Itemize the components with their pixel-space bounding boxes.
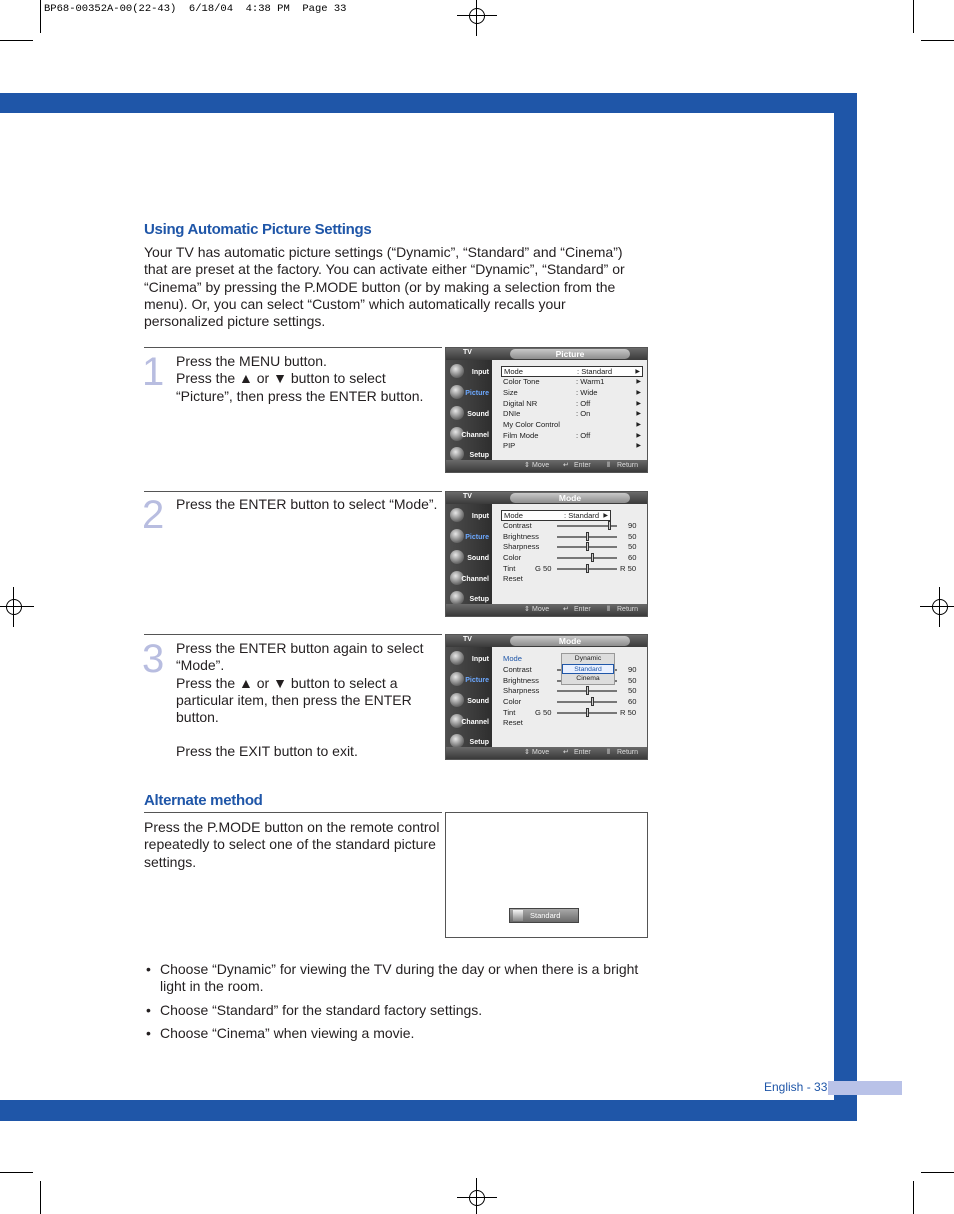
setup-icon	[450, 734, 464, 748]
arrow-right-icon: ▶	[636, 390, 641, 396]
menu-row: Color Tone : Warm1 ▶	[503, 377, 641, 386]
setup-icon	[450, 447, 464, 461]
enter-icon: ↵	[563, 462, 569, 469]
picture-icon	[513, 910, 523, 921]
arrow-right-icon: ▶	[636, 433, 641, 439]
arrow-right-icon: ▶	[636, 443, 641, 449]
screen-help-bar: ⇕ Move ↵ Enter ⫴ Return	[446, 460, 647, 472]
mode-option-cinema: Cinema	[576, 675, 600, 682]
slider-row: Contrast 90	[503, 521, 637, 530]
step-number: 3	[142, 637, 165, 681]
menu-row: Digital NR : Off ▶	[503, 399, 641, 408]
slider-knob	[586, 532, 589, 541]
arrow-right-icon: ▶	[636, 379, 641, 385]
screen-title: Mode	[510, 636, 630, 646]
return-icon: ⫴	[607, 749, 610, 756]
side-item-setup: Setup	[446, 732, 492, 752]
intro-paragraph: Your TV has automatic picture settings (“Dynamic”, “Standard” and “Cinema”) that are preset at the factory. You can activate either “Dynamic”, “Standard” or “Cinema” by pressing the P.MODE button (or by making a selection from the menu). Or, you can select “Custom” which automatically recalls your personalized picture settings.	[144, 244, 625, 330]
slider-knob	[586, 542, 589, 551]
move-icon: ⇕	[524, 606, 530, 613]
slider-row: Brightness 50	[503, 532, 637, 541]
crop-mark	[0, 1172, 33, 1173]
section-divider	[144, 812, 442, 813]
crop-mark	[40, 1181, 41, 1214]
list-item: • Choose “Cinema” when viewing a movie.	[144, 1025, 644, 1042]
slider-row: Brightness 50	[503, 676, 637, 685]
return-icon: ⫴	[607, 606, 610, 613]
list-item: • Choose “Standard” for the standard factory settings.	[144, 1002, 644, 1019]
sound-icon	[450, 693, 464, 707]
picture-icon	[450, 529, 464, 543]
registration-mark-icon	[457, 0, 497, 36]
menu-row-mode: Mode : Standard ▶	[501, 366, 643, 377]
setup-icon	[450, 591, 464, 605]
menu-row-reset: Reset	[503, 574, 523, 583]
section-heading: Using Automatic Picture Settings	[144, 221, 372, 238]
page-frame-bottom	[0, 1100, 857, 1121]
screen-help-bar: ⇕ Move ↵ Enter ⫴ Return	[446, 604, 647, 616]
side-item-setup: Setup	[446, 445, 492, 465]
mode-dropdown	[561, 653, 615, 685]
side-item-picture: Picture	[446, 670, 492, 690]
crop-mark	[921, 1172, 954, 1173]
step-1-text: Press the MENU button. Press the ▲ or ▼ button to select “Picture”, then press the ENTER button.	[176, 353, 424, 404]
screen-title: Mode	[510, 493, 630, 503]
arrow-right-icon: ▶	[636, 401, 641, 407]
side-menu	[446, 504, 492, 606]
arrow-right-icon: ▶	[635, 369, 640, 375]
enter-icon: ↵	[563, 749, 569, 756]
arrow-right-icon: ▶	[603, 513, 608, 519]
step-divider	[144, 347, 442, 348]
slider-row: Sharpness 50	[503, 686, 637, 695]
crop-mark	[0, 40, 33, 41]
screen-help-bar: ⇕ Move ↵ Enter ⫴ Return	[446, 747, 647, 759]
input-icon	[450, 508, 464, 522]
page-number: English - 33	[764, 1080, 828, 1094]
list-item: • Choose “Dynamic” for viewing the TV during the day or when there is a bright light in the room.	[144, 961, 644, 996]
slider-row: Contrast 90	[503, 665, 637, 674]
input-icon	[450, 364, 464, 378]
mode-option-standard: Standard	[562, 664, 614, 674]
crop-mark	[40, 0, 41, 33]
side-item-channel: Channel	[446, 569, 492, 589]
arrow-right-icon: ▶	[636, 422, 641, 428]
slider-row: Color 60	[503, 553, 637, 562]
tv-screen-picture-menu: TV Picture Input Picture Sound Channel Setup Mode : Standard ▶ Color Tone : Warm1 ▶ Size : Wide ▶ Digital NR : Off ▶ DNIe : On ▶ My Color Control ▶ Film Mode : Off ▶ PIP ▶ ⇕ Move ↵ Enter ⫴ Return	[445, 347, 648, 473]
slider-knob	[608, 521, 611, 530]
menu-row: Film Mode : Off ▶	[503, 431, 641, 440]
print-header: BP68-00352A-00(22-43) 6/18/04 4:38 PM Page 33	[44, 3, 347, 15]
side-menu	[446, 360, 492, 462]
crop-mark	[921, 40, 954, 41]
page-frame-top	[0, 93, 857, 113]
tv-screen-mode-menu: TV Mode Input Picture Sound Channel Setup Mode : Standard ▶ Contrast 90 Brightness 50 Sharpness 50 Color 60 Tint G 50 R 50 Reset ⇕ Move ↵ Enter ⫴ Return	[445, 491, 648, 617]
side-item-picture: Picture	[446, 383, 492, 403]
menu-row-mode: Mode	[503, 654, 522, 663]
menu-row: Size : Wide ▶	[503, 388, 641, 397]
slider-row: Tint G 50 R 50	[503, 708, 637, 717]
tips-list	[144, 961, 644, 1048]
sound-icon	[450, 550, 464, 564]
menu-row: PIP ▶	[503, 441, 641, 450]
slider-knob	[586, 564, 589, 573]
side-item-sound: Sound	[446, 691, 492, 711]
side-item-channel: Channel	[446, 425, 492, 445]
tv-screen-pmode	[445, 812, 648, 938]
side-menu	[446, 647, 492, 749]
slider-knob	[586, 708, 589, 717]
slider-row: Sharpness 50	[503, 542, 637, 551]
slider-row: Color 60	[503, 697, 637, 706]
registration-mark-icon	[920, 587, 954, 627]
move-icon: ⇕	[524, 749, 530, 756]
section-heading: Alternate method	[144, 792, 263, 809]
step-3-text: Press the ENTER button again to select “Mode”. Press the ▲ or ▼ button to select a particular item, then press the ENTER button. Press the EXIT button to exit.	[176, 640, 424, 760]
side-item-channel: Channel	[446, 712, 492, 732]
page-tab	[828, 1081, 902, 1095]
side-item-input: Input	[446, 506, 492, 526]
screen-title: Picture	[510, 349, 630, 359]
picture-icon	[450, 385, 464, 399]
picture-icon	[450, 672, 464, 686]
slider-knob	[591, 553, 594, 562]
pmode-osd: Standard	[509, 908, 579, 923]
side-item-picture: Picture	[446, 527, 492, 547]
step-divider	[144, 634, 442, 635]
tv-screen-mode-options: TV Mode Input Picture Sound Channel Setup Mode Contrast 90 Brightness 50 Sharpness 50 Color 60 Tint G 50 R 50 Reset Dynamic Standard Cinema ⇕ Move ↵ Enter ⫴ Return	[445, 634, 648, 760]
side-item-input: Input	[446, 649, 492, 669]
step-2-text: Press the ENTER button to select “Mode”.	[176, 496, 438, 512]
alternate-text: Press the P.MODE button on the remote control repeatedly to select one of the standard picture settings.	[144, 819, 440, 870]
sound-icon	[450, 406, 464, 420]
crop-mark	[913, 0, 914, 33]
slider-knob	[586, 686, 589, 695]
arrow-right-icon: ▶	[636, 411, 641, 417]
registration-mark-icon	[0, 587, 34, 627]
step-number: 1	[142, 350, 165, 394]
crop-mark	[913, 1181, 914, 1214]
slider-row: Tint G 50 R 50	[503, 564, 637, 573]
menu-row: My Color Control ▶	[503, 420, 641, 429]
enter-icon: ↵	[563, 606, 569, 613]
side-item-setup: Setup	[446, 589, 492, 609]
input-icon	[450, 651, 464, 665]
step-number: 2	[142, 493, 165, 537]
step-divider	[144, 491, 442, 492]
mode-option-dynamic: Dynamic	[574, 655, 602, 662]
side-item-sound: Sound	[446, 548, 492, 568]
side-item-input: Input	[446, 362, 492, 382]
registration-mark-icon	[457, 1178, 497, 1214]
menu-row: DNIe : On ▶	[503, 409, 641, 418]
return-icon: ⫴	[607, 462, 610, 469]
menu-row-mode: Mode : Standard ▶	[501, 510, 611, 521]
slider-knob	[591, 697, 594, 706]
menu-row-reset: Reset	[503, 718, 523, 727]
side-item-sound: Sound	[446, 404, 492, 424]
page-frame-right	[834, 93, 857, 1121]
move-icon: ⇕	[524, 462, 530, 469]
